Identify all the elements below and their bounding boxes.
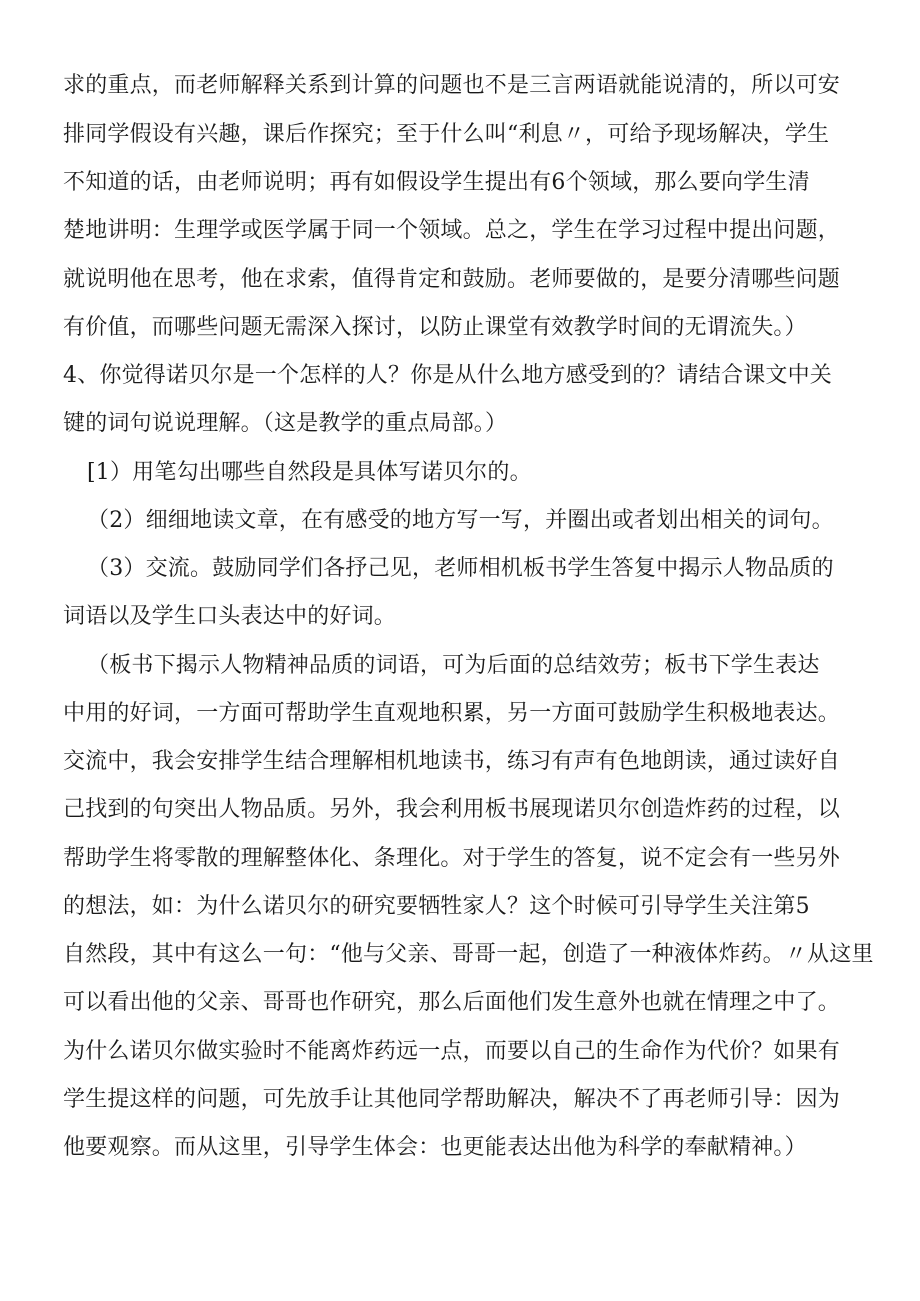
text-line: 他要观察。而从这里，引导学生体会：也更能表达出他为科学的奉献精神。） <box>63 1135 807 1160</box>
text-line: 不知道的话，由老师说明；再有如假设学生提出有6个领域，那么要向学生清 <box>63 170 810 195</box>
text-line: 有价值，而哪些问题无需深入探讨，以防止课堂有效教学时间的无谓流失。） <box>63 315 807 340</box>
text-line: 的想法，如：为什么诺贝尔的研究要牺牲家人？这个时候可引导学生关注第5 <box>63 894 810 919</box>
step-3: （3）交流。鼓励同学们各抒己见，老师相机板书学生答复中揭示人物品质的 <box>87 556 834 581</box>
text-line: 中用的好词，一方面可帮助学生直观地积累，另一方面可鼓励学生积极地表达。 <box>63 701 841 726</box>
text-line: 为什么诺贝尔做实验时不能离炸药远一点，而要以自己的生命作为代价？如果有 <box>63 1039 841 1064</box>
text-line: 学生提这样的问题，可先放手让其他同学帮助解决，解决不了再老师引导：因为 <box>63 1087 841 1112</box>
text-line: 键的词句说说理解。（这是教学的重点局部。） <box>63 411 508 436</box>
text-line: 词语以及学生口头表达中的好词。 <box>63 604 397 629</box>
step-2: （2）细细地读文章，在有感受的地方写一写，并圈出或者划出相关的词句。 <box>87 508 834 533</box>
text-line: 交流中，我会安排学生结合理解相机地读书，练习有声有色地朗读，通过读好自 <box>63 749 841 774</box>
text-line: 可以看出他的父亲、哥哥也作研究，那么后面他们发生意外也就在情理之中了。 <box>63 990 841 1015</box>
text-line: 求的重点，而老师解释关系到计算的问题也不是三言两语就能说清的，所以可安 <box>63 73 841 98</box>
text-line: 己找到的句突出人物品质。另外，我会利用板书展现诺贝尔创造炸药的过程，以 <box>63 797 841 822</box>
note-paragraph-start: （板书下揭示人物精神品质的词语，可为后面的总结效劳；板书下学生表达 <box>87 653 820 678</box>
text-line: 排同学假设有兴趣，课后作探究；至于什么叫“利息〃，可给予现场解决，学生 <box>63 122 830 147</box>
text-line: 楚地讲明：生理学或医学属于同一个领域。总之，学生在学习过程中提出问题， <box>63 218 841 243</box>
text-line: 就说明他在思考，他在求索，值得肯定和鼓励。老师要做的，是要分清哪些问题 <box>63 267 841 292</box>
text-line: 自然段，其中有这么一句：“他与父亲、哥哥一起，创造了一种液体炸药。〃从这里 <box>63 942 874 967</box>
step-1: [1）用笔勾出哪些自然段是具体写诺贝尔的。 <box>87 460 532 485</box>
text-line: 帮助学生将零散的理解整体化、条理化。对于学生的答复，说不定会有一些另外 <box>63 846 841 871</box>
question-4: 4、你觉得诺贝尔是一个怎样的人？你是从什么地方感受到的？请结合课文中关 <box>63 363 832 388</box>
